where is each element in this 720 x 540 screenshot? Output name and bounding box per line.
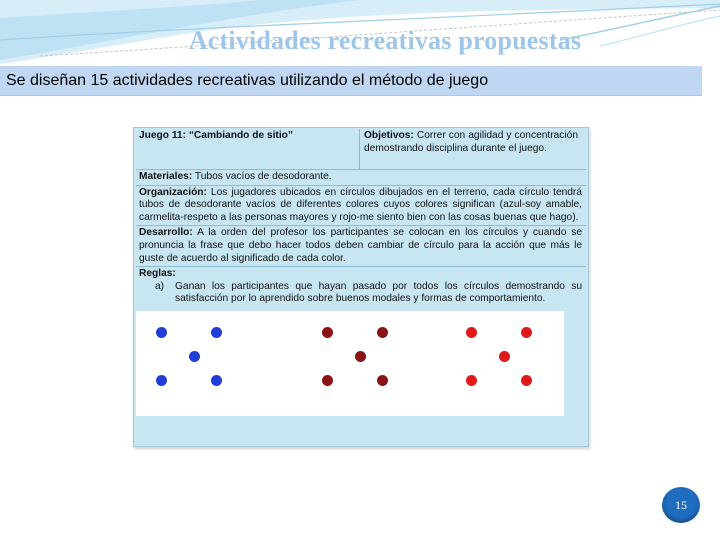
blue-tube-dot bbox=[189, 351, 200, 362]
rule-item bbox=[139, 281, 582, 306]
brown-tube-dot bbox=[355, 351, 366, 362]
brown-tube-dot bbox=[322, 327, 333, 338]
organization-label: Organización: bbox=[139, 186, 207, 198]
organization-text: Los jugadores ubicados en círculos dibujados en el terreno, cada círculo tendrá tubos de desodorante vacíos de diferentes colores cuyos colores significan (azul-soy amable, carmelita-respeto a las personas mayores y rojo-me siento bien con las cosas buenas que hago). bbox=[139, 186, 582, 223]
circles-diagram bbox=[136, 311, 564, 416]
red-tube-dot bbox=[521, 327, 532, 338]
activity-document bbox=[136, 129, 586, 307]
objectives-label: Objetivos: bbox=[364, 130, 414, 141]
red-tube-dot bbox=[499, 351, 510, 362]
brown-tube-dot bbox=[377, 375, 388, 386]
development-text: A la orden del profesor los participantes se colocan en los círculos y cuando se pronuncia la frase que debo hacer todos deben cambiar de círculo para la acción que más le guste de acuerdo al significado de cada color. bbox=[139, 227, 582, 264]
brown-tube-dot bbox=[322, 375, 333, 386]
blue-tube-dot bbox=[156, 327, 167, 338]
blue-tube-dot bbox=[156, 375, 167, 386]
materials-row bbox=[136, 170, 586, 186]
development-label: Desarrollo: bbox=[139, 227, 193, 239]
red-tube-dot bbox=[466, 327, 477, 338]
blue-tube-dot bbox=[211, 375, 222, 386]
subtitle-text: Se diseñan 15 actividades recreativas utilizando el método de juego bbox=[6, 72, 489, 89]
subtitle-bar bbox=[0, 66, 702, 96]
rule-text: Ganan los participantes que hayan pasado por todos los círculos demostrando su satisfacción por lo aprendido sobre buenos modales y formas de comportamiento. bbox=[175, 280, 582, 305]
blue-tube-dot bbox=[211, 327, 222, 338]
brown-tube-dot bbox=[377, 327, 388, 338]
red-tube-dot bbox=[466, 375, 477, 386]
game-name: Juego 11: “Cambiando de sitio” bbox=[136, 129, 360, 169]
organization-row bbox=[136, 186, 586, 227]
development-row bbox=[136, 226, 586, 267]
objectives-cell bbox=[360, 129, 586, 169]
red-tube-dot bbox=[521, 375, 532, 386]
rule-marker: a) bbox=[155, 280, 165, 292]
rules-label: Reglas: bbox=[139, 268, 176, 280]
page-number-badge: 15 bbox=[662, 487, 700, 523]
materials-text: Tubos vacíos de desodorante. bbox=[194, 171, 332, 182]
slide-title: Actividades recreativas propuestas bbox=[188, 26, 582, 55]
materials-label: Materiales: bbox=[139, 171, 193, 182]
header-row bbox=[136, 129, 586, 170]
rules-row bbox=[136, 267, 586, 307]
objectives-text: Correr con agilidad y concentración demostrando disciplina durante el juego. bbox=[364, 130, 578, 154]
